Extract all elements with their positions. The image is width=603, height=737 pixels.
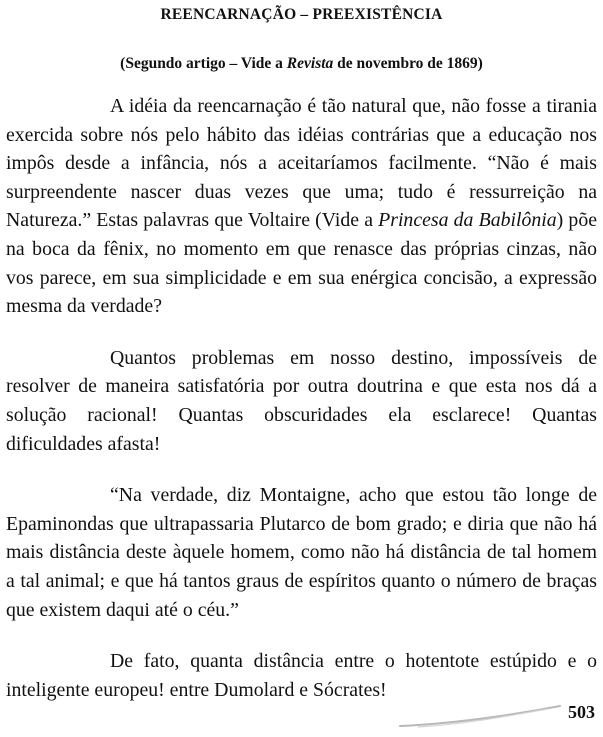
page-number: 503 [568,702,595,722]
article-subtitle [6,55,597,73]
paragraph-2: Quantos problemas em nosso destino, impossíveis de resolver de maneira satisfatória por outra doutrina e que esta nos dá a solução racional! Quantas obscuridades ela esclarece! Quantas dificuldades afasta! [6,346,597,455]
paragraph-3: “Na verdade, diz Montaigne, acho que estou tão longe de Epaminondas que ultrapassaria Plutarco de bom grado; e diria que não há mais distância deste àquele homem, como não há distância de tal homem a tal animal; e que há tantos graus de espíritos quanto o número de braças que existem daqui até o céu.” [6,484,597,621]
subtitle-text-start: (Segundo artigo – Vide a [120,55,287,72]
paragraph-1 [6,92,597,321]
article-title: REENCARNAÇÃO – PREEXISTÊNCIA [160,6,443,23]
subtitle-text-end: de novembro de 1869) [333,55,483,72]
document-page [6,0,597,737]
paragraph-1-text-b: ) põe na boca da fênix, no momento em que renasce das próprias cinzas, não vos parece, em sua simplicidade e em sua enérgica concisão, a expressão mesma da verdade? [6,209,597,318]
swoosh-ornament-icon [398,704,563,730]
page-footer [6,698,597,734]
paragraph-1-text-a: A idéia da reencarnação é tão natural que, não fosse a tirania exercida sobre nós pelo hábito das idéias contrárias que a educação nos impôs desde a infância, nós a aceitaríamos facilmente. “Não é mais surpreendente nascer duas vezes que uma; tudo é ressurreição na Natureza.” Estas palavras que Voltaire (Vide a [6,95,597,232]
subtitle-italic-revista: Revista [286,55,334,72]
paragraph-1-italic-title: Princesa da Babilônia [378,209,557,232]
article-body [6,92,597,727]
paragraph-4: De fato, quanta distância entre o hotentote estúpido e o inteligente europeu! entre Dumolard e Sócrates! [6,650,597,701]
